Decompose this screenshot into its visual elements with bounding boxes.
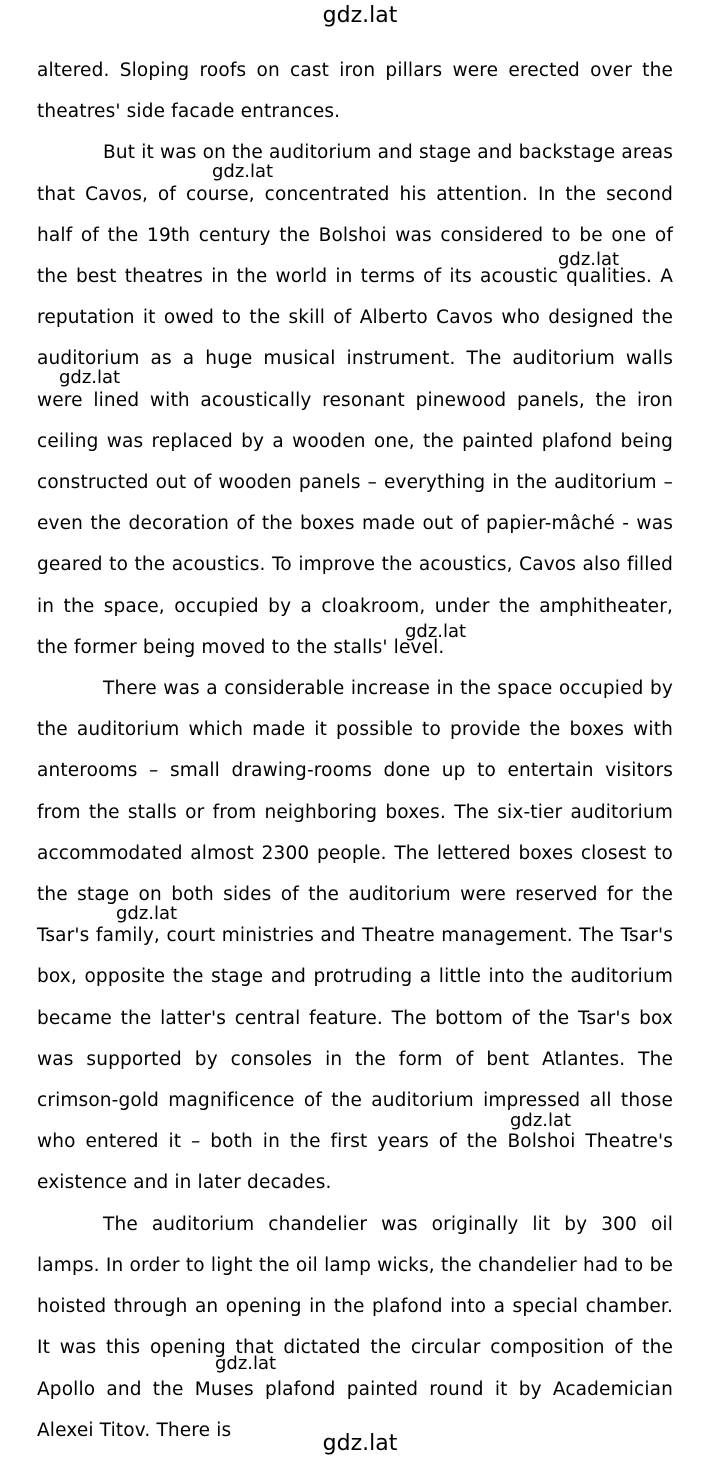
paragraph-2: But it was on the auditorium and stage and backstage areas that Cavos, of course, concentrated his attention. In the second half of the 19th century the Bolshoi was considered to be one of the best theatres in the world in terms of its acoustic qualities. A reputation it owed to the skill of Alberto Cavos who designed the auditorium as a huge musical instrument. The auditorium walls were lined with acoustically resonant pinewood panels, the iron ceiling was replaced by a wooden one, the painted plafond being constructed out of wooden panels – everything in the auditorium – even the decoration of the boxes made out of papier-mâché - was geared to the acoustics. To improve the acoustics, Cavos also filled in the space, occupied by a cloakroom, under the amphitheater, the former being moved to the stalls' level.: [37, 142, 673, 658]
overlay-watermark: gdz.lat: [510, 1110, 572, 1131]
overlay-watermark: gdz.lat: [215, 1353, 277, 1374]
paragraph-4: The auditorium chandelier was originally lit by 300 oil lamps. In order to light the oil lamp wicks, the chandelier had to be hoisted through an opening in the plafond into a special chamber. It was this opening that dictated the circular composition of the Apollo and the Muses plafond painted round it by Academician Alexei Titov. There is: [37, 1213, 673, 1441]
overlay-watermark: gdz.lat: [59, 367, 121, 388]
overlay-watermark: gdz.lat: [558, 249, 620, 270]
header-watermark: gdz.lat: [322, 3, 398, 28]
overlay-watermark: gdz.lat: [116, 903, 178, 924]
overlay-watermark: gdz.lat: [212, 161, 274, 182]
overlay-watermark: gdz.lat: [405, 621, 467, 642]
paragraph-1: altered. Sloping roofs on cast iron pillars were erected over the theatres' side facade entrances.: [37, 60, 673, 123]
paragraph-3: There was a considerable increase in the space occupied by the auditorium which made it possible to provide the boxes with anterooms – small drawing-rooms done up to entertain visitors from the stalls or from neighboring boxes. The six-tier auditorium accommodated almost 2300 people. The lettered boxes closest to the stage on both sides of the auditorium were reserved for the Tsar's family, court ministries and Theatre management. The Tsar's box, opposite the stage and protruding a little into the auditorium became the latter's central feature. The bottom of the Tsar's box was supported by consoles in the form of bent Atlantes. The crimson-gold magnificence of the auditorium impressed all those who entered it – both in the first years of the Bolshoi Theatre's existence and in later decades.: [37, 678, 673, 1194]
footer-watermark: gdz.lat: [322, 1431, 398, 1456]
